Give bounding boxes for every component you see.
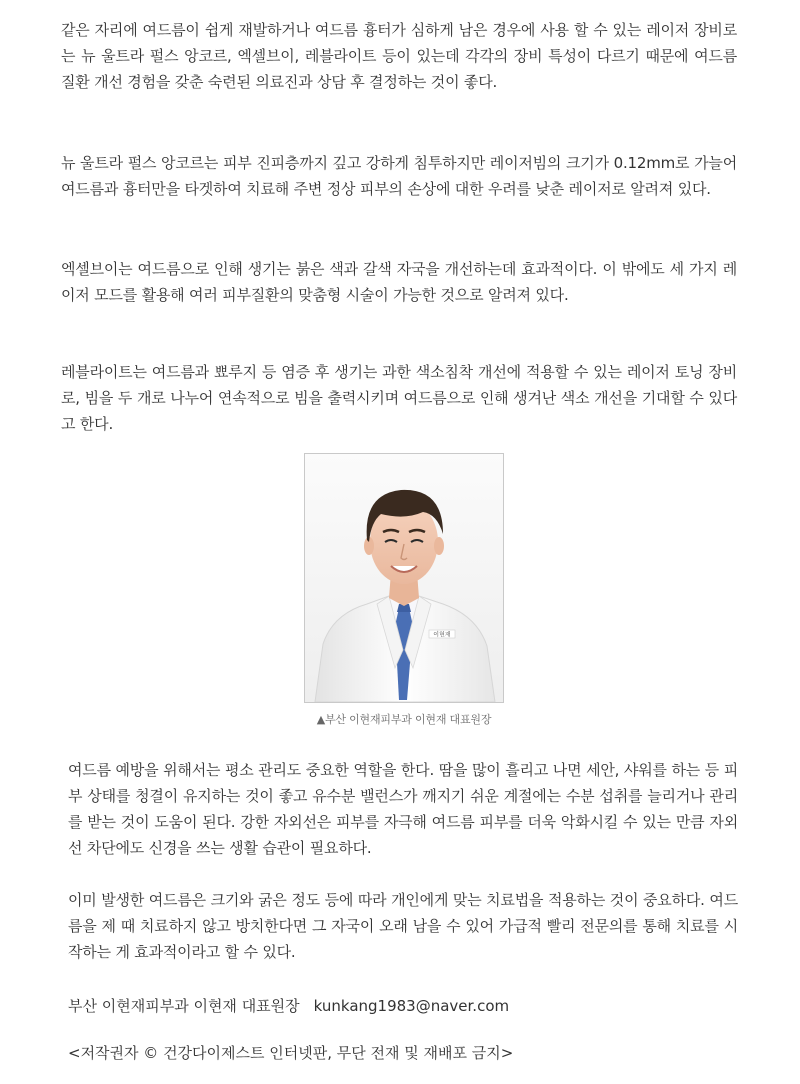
article-paragraph: 레블라이트는 여드름과 뾰루지 등 염증 후 생기는 과한 색소침착 개선에 적용할 수 있는 레이저 토닝 장비로, 빔을 두 개로 나누어 연속적으로 빔을 출력시키며 여드름으로 인해 생겨난 색소 개선을 기대할 수 있다고 한다.: [61, 363, 737, 433]
author-name: 부산 이현재피부과 이현재 대표원장: [68, 997, 300, 1015]
article-paragraph: 이미 발생한 여드름은 크기와 굵은 정도 등에 따라 개인에게 맞는 치료법을 적용하는 것이 중요하다. 여드름을 제 때 치료하지 않고 방치한다면 그 자국이 오래 남을 수 있어 가급적 빨리 전문의를 통해 치료를 시작하는 게 효과적이라고 할 수 있다.: [68, 891, 738, 961]
article-paragraph: 같은 자리에 여드름이 쉽게 재발하거나 여드름 흉터가 심하게 남은 경우에 사용 할 수 있는 레이저 장비로는 뉴 울트라 펄스 앙코르, 엑셀브이, 레블라이트 등이 있는데 각각의 장비 특성이 다르기 때문에 여드름 질환 개선 경험을 갖춘 숙련된 의료진과 상담 후 결정하는 것이 좋다.: [61, 21, 737, 91]
coat-name-tag: 이현재: [433, 631, 451, 639]
article-paragraph: 뉴 울트라 펄스 앙코르는 피부 진피층까지 깊고 강하게 침투하지만 레이저빔의 크기가 0.12mm로 가늘어 여드름과 흉터만을 타겟하여 치료해 주변 정상 피부의 손상에 대한 우려를 낮춘 레이저로 알려져 있다.: [61, 154, 737, 198]
doctor-portrait-photo: [304, 453, 504, 703]
article-paragraph: 여드름 예방을 위해서는 평소 관리도 중요한 역할을 한다. 땀을 많이 흘리고 나면 세안, 샤워를 하는 등 피부 상태를 청결이 유지하는 것이 좋고 유수분 밸런스가 깨지기 쉬운 계절에는 수분 섭취를 늘리거나 관리를 받는 것이 도움이 된다. 강한 자외선은 피부를 자극해 여드름 피부를 더욱 악화시킬 수 있는 만큼 자외선 차단에도 신경을 쓰는 생활 습관이 필요하다.: [68, 761, 738, 857]
author-email-link[interactable]: kunkang1983@naver.com: [313, 997, 510, 1015]
article-paragraph: 엑셀브이는 여드름으로 인해 생기는 붉은 색과 갈색 자국을 개선하는데 효과적이다. 이 밖에도 세 가지 레이저 모드를 활용해 여러 피부질환의 맞춤형 시술이 가능한 것으로 알려져 있다.: [61, 260, 737, 304]
copyright-notice: <저작권자 © 건강다이제스트 인터넷판, 무단 전재 및 재배포 금지>: [68, 1044, 514, 1062]
photo-caption: ▲부산 이현재피부과 이현재 대표원장: [316, 713, 492, 726]
author-byline: [68, 993, 509, 1019]
